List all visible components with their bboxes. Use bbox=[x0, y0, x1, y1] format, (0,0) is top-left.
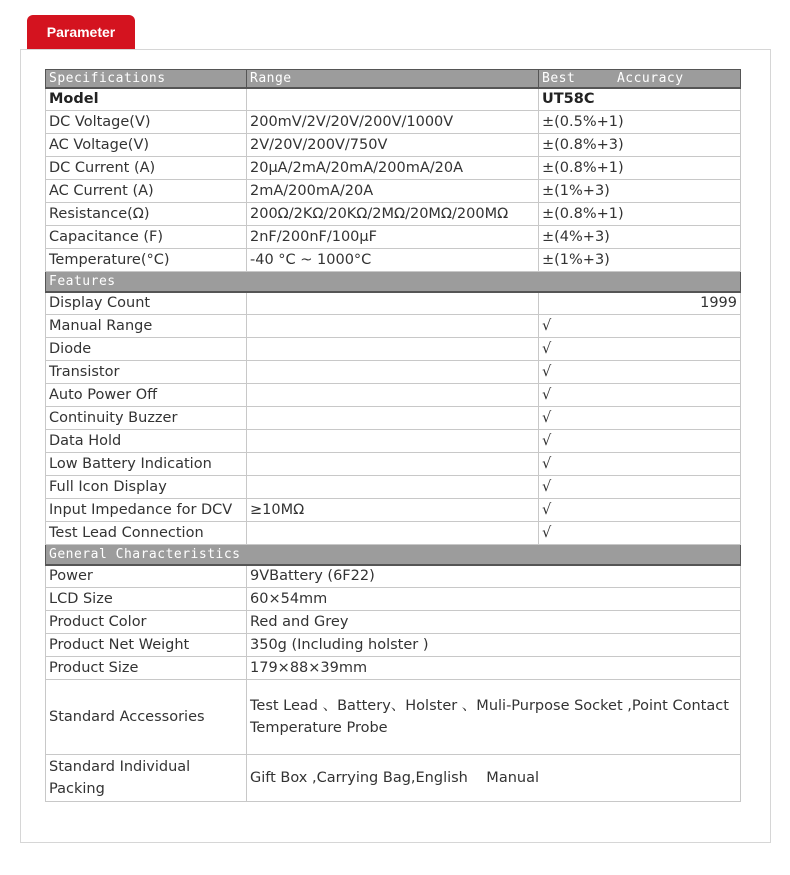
feature-label: Test Lead Connection bbox=[46, 522, 247, 545]
feature-label: Continuity Buzzer bbox=[46, 407, 247, 430]
general-value: 350g (Including holster ) bbox=[247, 634, 741, 657]
model-value: UT58C bbox=[539, 88, 741, 111]
feature-row bbox=[46, 407, 741, 430]
feature-range bbox=[247, 361, 539, 384]
feature-check: √ bbox=[539, 315, 741, 338]
feature-range bbox=[247, 407, 539, 430]
spec-row bbox=[46, 180, 741, 203]
header-range: Range bbox=[247, 70, 539, 88]
general-label: Product Color bbox=[46, 611, 247, 634]
feature-range bbox=[247, 522, 539, 545]
model-empty bbox=[247, 88, 539, 111]
feature-range bbox=[247, 384, 539, 407]
general-row bbox=[46, 657, 741, 680]
spec-label: Capacitance (F) bbox=[46, 226, 247, 249]
feature-row bbox=[46, 292, 741, 315]
spec-range: 200Ω/2KΩ/20KΩ/2MΩ/20MΩ/200MΩ bbox=[247, 203, 539, 226]
feature-check: √ bbox=[539, 430, 741, 453]
feature-check: √ bbox=[539, 522, 741, 545]
spec-accuracy: ±(1%+3) bbox=[539, 249, 741, 272]
feature-check: √ bbox=[539, 384, 741, 407]
features-header: Features bbox=[46, 272, 741, 292]
feature-row bbox=[46, 430, 741, 453]
spec-range: -40 °C ~ 1000°C bbox=[247, 249, 539, 272]
feature-row bbox=[46, 499, 741, 522]
feature-range: ≥10MΩ bbox=[247, 499, 539, 522]
spec-row bbox=[46, 157, 741, 180]
model-label: Model bbox=[46, 88, 247, 111]
display-count-label: Display Count bbox=[46, 292, 247, 315]
general-value: 179×88×39mm bbox=[247, 657, 741, 680]
spec-range: 2mA/200mA/20A bbox=[247, 180, 539, 203]
spec-accuracy: ±(0.8%+3) bbox=[539, 134, 741, 157]
general-row bbox=[46, 588, 741, 611]
feature-check: √ bbox=[539, 499, 741, 522]
spec-accuracy: ±(4%+3) bbox=[539, 226, 741, 249]
section-header-features bbox=[46, 272, 741, 292]
packing-row bbox=[46, 755, 741, 802]
display-count-value: 1999 bbox=[539, 292, 741, 315]
general-value: 9VBattery (6F22) bbox=[247, 565, 741, 588]
feature-label: Full Icon Display bbox=[46, 476, 247, 499]
spec-accuracy: ±(1%+3) bbox=[539, 180, 741, 203]
spec-row bbox=[46, 249, 741, 272]
tab-parameter[interactable]: Parameter bbox=[27, 15, 135, 49]
general-header: General Characteristics bbox=[46, 545, 741, 565]
feature-label: Diode bbox=[46, 338, 247, 361]
general-label: Power bbox=[46, 565, 247, 588]
model-row bbox=[46, 88, 741, 111]
feature-label: Low Battery Indication bbox=[46, 453, 247, 476]
spec-label: Temperature(°C) bbox=[46, 249, 247, 272]
accessories-row bbox=[46, 680, 741, 755]
general-label: Product Size bbox=[46, 657, 247, 680]
feature-range bbox=[247, 338, 539, 361]
section-header-general bbox=[46, 545, 741, 565]
spec-label: DC Voltage(V) bbox=[46, 111, 247, 134]
accessories-value: Test Lead 、Battery、Holster 、Muli-Purpose Socket ,Point Contact Temperature Probe bbox=[247, 680, 741, 755]
spec-label: AC Current (A) bbox=[46, 180, 247, 203]
header-accuracy: Best Accuracy bbox=[539, 70, 741, 88]
general-value: 60×54mm bbox=[247, 588, 741, 611]
general-row bbox=[46, 565, 741, 588]
feature-range bbox=[247, 476, 539, 499]
feature-check: √ bbox=[539, 361, 741, 384]
general-row bbox=[46, 611, 741, 634]
feature-row bbox=[46, 453, 741, 476]
header-specifications: Specifications bbox=[46, 70, 247, 88]
feature-row bbox=[46, 384, 741, 407]
feature-range bbox=[247, 315, 539, 338]
feature-row bbox=[46, 338, 741, 361]
table-header-row bbox=[46, 70, 741, 88]
feature-label: Transistor bbox=[46, 361, 247, 384]
spec-accuracy: ±(0.8%+1) bbox=[539, 157, 741, 180]
general-label: Product Net Weight bbox=[46, 634, 247, 657]
feature-check: √ bbox=[539, 476, 741, 499]
packing-label: Standard Individual Packing bbox=[46, 755, 247, 802]
spec-label: Resistance(Ω) bbox=[46, 203, 247, 226]
spec-row bbox=[46, 134, 741, 157]
feature-row bbox=[46, 522, 741, 545]
feature-row bbox=[46, 315, 741, 338]
spec-label: DC Current (A) bbox=[46, 157, 247, 180]
general-row bbox=[46, 634, 741, 657]
display-count-empty bbox=[247, 292, 539, 315]
feature-row bbox=[46, 476, 741, 499]
spec-range: 2nF/200nF/100μF bbox=[247, 226, 539, 249]
spec-row bbox=[46, 203, 741, 226]
spec-table bbox=[45, 69, 741, 802]
spec-accuracy: ±(0.5%+1) bbox=[539, 111, 741, 134]
feature-range bbox=[247, 453, 539, 476]
general-label: LCD Size bbox=[46, 588, 247, 611]
spec-accuracy: ±(0.8%+1) bbox=[539, 203, 741, 226]
feature-row bbox=[46, 361, 741, 384]
spec-row bbox=[46, 226, 741, 249]
feature-label: Manual Range bbox=[46, 315, 247, 338]
spec-row bbox=[46, 111, 741, 134]
spec-label: AC Voltage(V) bbox=[46, 134, 247, 157]
spec-range: 200mV/2V/20V/200V/1000V bbox=[247, 111, 539, 134]
general-value: Red and Grey bbox=[247, 611, 741, 634]
feature-check: √ bbox=[539, 338, 741, 361]
feature-range bbox=[247, 430, 539, 453]
feature-label: Data Hold bbox=[46, 430, 247, 453]
feature-label: Input Impedance for DCV bbox=[46, 499, 247, 522]
spec-range: 20μA/2mA/20mA/200mA/20A bbox=[247, 157, 539, 180]
feature-check: √ bbox=[539, 407, 741, 430]
feature-check: √ bbox=[539, 453, 741, 476]
feature-label: Auto Power Off bbox=[46, 384, 247, 407]
spec-range: 2V/20V/200V/750V bbox=[247, 134, 539, 157]
packing-value: Gift Box ,Carrying Bag,English Manual bbox=[247, 755, 741, 802]
accessories-label: Standard Accessories bbox=[46, 680, 247, 755]
